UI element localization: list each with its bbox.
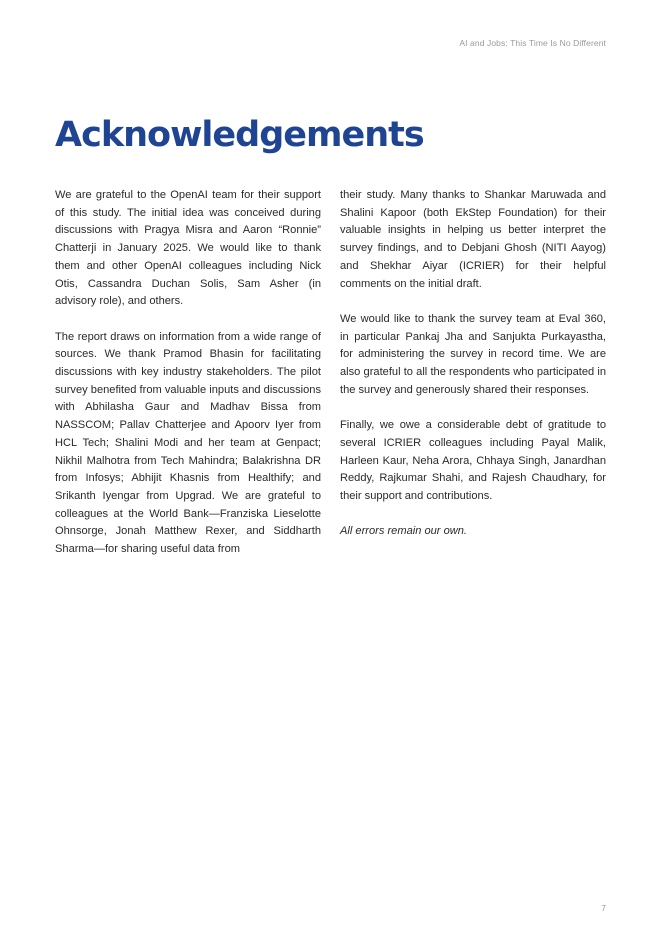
paragraph-sources-thanks: The report draws on information from a wide range of sources. We thank Pramod Bhasin for facilitating discussions with key industry stakeholders. The pilot survey benefited from valuable inputs and discussions with Abhilasha Gaur and Madhav Bissa from NASSCOM; Pallav Chatterjee and Apoorv Iyer from HCL Tech; Shalini Modi and her team at Genpact; Nikhil Malhotra from Tech Mahindra; Balakrishna DR from Infosys; Abhijit Khasnis from Healthify; and Srikanth Iyengar from Upgrad. We are grateful to colleagues at the World Bank—Franziska Lieselotte Ohnsorge, Jonah Matthew Rexer, and Siddharth Sharma—for sharing useful data from bbox=[55, 330, 321, 556]
page-title: Acknowledgements bbox=[55, 115, 424, 155]
paragraph-icrier-thanks: Finally, we owe a considerable debt of gratitude to several ICRIER colleagues including Payal Malik, Harleen Kaur, Neha Arora, Chhaya Singh, Janardhan Reddy, Rajkumar Shahi, and Rajesh Chaudhary, for their support and contributions. bbox=[340, 419, 606, 502]
right-column bbox=[340, 187, 606, 559]
paragraph-survey-team-thanks: We would like to thank the survey team at Eval 360, in particular Pankaj Jha and Sanjukta Purkayastha, for administering the survey in record time. We are also grateful to all the respondents who participated in the survey and generously shared their responses. bbox=[340, 312, 606, 396]
left-column bbox=[55, 187, 321, 576]
paragraph-openai-thanks: We are grateful to the OpenAI team for their support of this study. The initial idea was conceived during discussions with Pragya Misra and Aaron “Ronnie” Chatterji in January 2025. We would like to thank them and other OpenAI colleagues including Nick Otis, Cassandra Duchan Solis, Sam Asher (in advisory role), and others. bbox=[55, 189, 321, 308]
running-header: AI and Jobs: This Time Is No Different bbox=[459, 38, 606, 48]
paragraph-errors-note: All errors remain our own. bbox=[340, 525, 468, 538]
page-number: 7 bbox=[601, 903, 606, 913]
paragraph-study-thanks: their study. Many thanks to Shankar Maruwada and Shalini Kapoor (both EkStep Foundation) for their valuable insights in helping us better interpret the survey findings, and to Debjani Ghosh (NITI Aayog) and Shekhar Aiyar (ICRIER) for their helpful comments on the initial draft. bbox=[340, 189, 606, 290]
